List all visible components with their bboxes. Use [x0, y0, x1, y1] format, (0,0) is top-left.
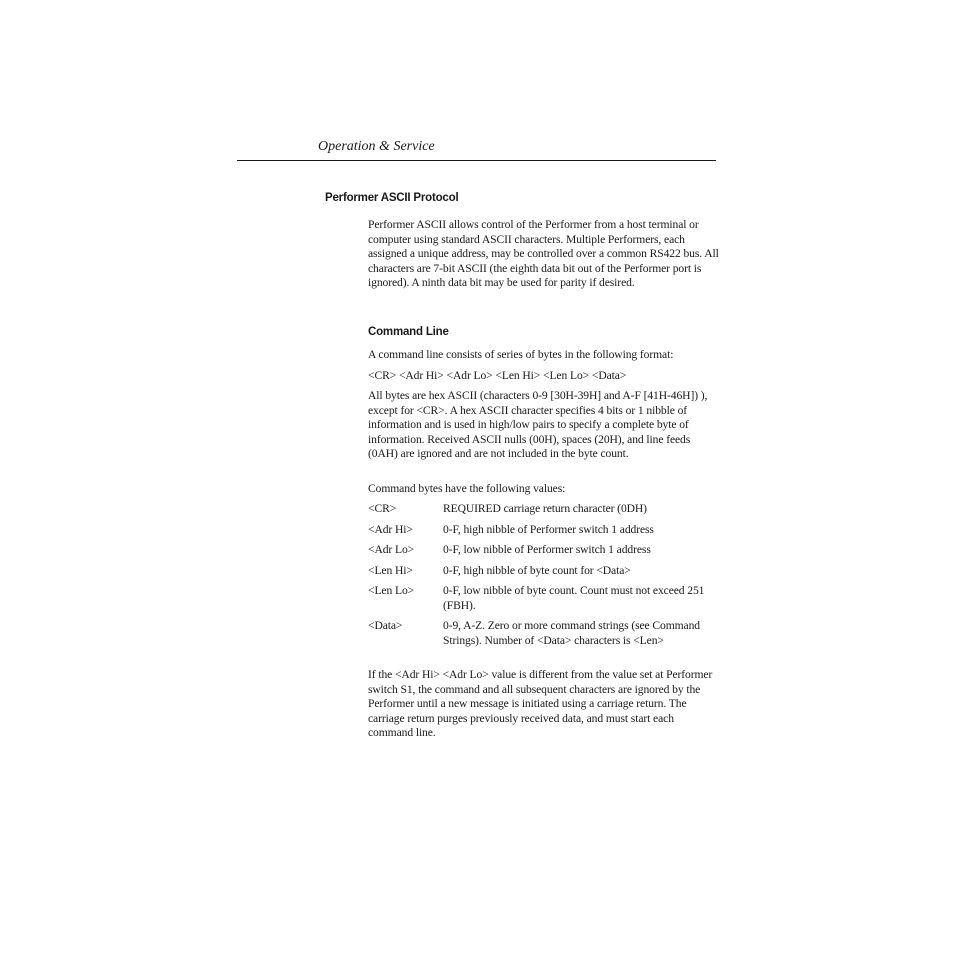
value-desc: 0-F, low nibble of byte count. Count must not exceed 251 (FBH).: [443, 584, 705, 612]
value-term: <Adr Hi>: [368, 523, 413, 536]
value-desc: 0-9, A-Z. Zero or more command strings (see Command Strings). Number of <Data> characters is <Len>: [443, 619, 700, 647]
closing-paragraph: If the <Adr Hi> <Adr Lo> value is different from the value set at Performer switch S1, the command and all subsequent characters are ignored by the Performer until a new message is initiated using a carriage return. The carriage return purges previously received data, and must start each command line.: [368, 668, 713, 739]
running-header: Operation & Service: [318, 139, 435, 154]
value-term: <Len Hi>: [368, 564, 413, 577]
intro-paragraph: Performer ASCII allows control of the Performer from a host terminal or computer using standard ASCII characters. Multiple Performers, each assigned a unique address, may be controlled over a common RS422 bus. All characters are 7-bit ASCII (the eighth data bit out of the Performer port is ignored). A ninth data bit may be used for parity if desired.: [368, 218, 719, 289]
value-term: <Data>: [368, 619, 403, 632]
value-desc: 0-F, low nibble of Performer switch 1 address: [443, 543, 651, 556]
value-term: <CR>: [368, 502, 397, 515]
value-desc: 0-F, high nibble of byte count for <Data>: [443, 564, 631, 577]
section-heading: Performer ASCII Protocol: [325, 192, 459, 204]
format-intro-paragraph: A command line consists of series of bytes in the following format:: [368, 348, 674, 361]
value-term: <Len Lo>: [368, 584, 415, 597]
hex-description-paragraph: All bytes are hex ASCII (characters 0-9 [30H-39H] and A-F [41H-46H]) ), except for <CR>. A hex ASCII character specifies 4 bits or 1 nibble of information and is used in high/low pairs to specify a complete byte of information. Received ASCII nulls (00H), spaces (20H), and line feeds (0AH) are ignored and are not included in the byte count.: [368, 389, 708, 460]
format-line: <CR> <Adr Hi> <Adr Lo> <Len Hi> <Len Lo> <Data>: [368, 369, 627, 382]
value-desc: 0-F, high nibble of Performer switch 1 address: [443, 523, 654, 536]
header-rule: [237, 160, 716, 161]
values-intro-paragraph: Command bytes have the following values:: [368, 482, 566, 495]
value-desc: REQUIRED carriage return character (0DH): [443, 502, 647, 515]
value-term: <Adr Lo>: [368, 543, 415, 556]
subsection-heading: Command Line: [368, 326, 449, 338]
